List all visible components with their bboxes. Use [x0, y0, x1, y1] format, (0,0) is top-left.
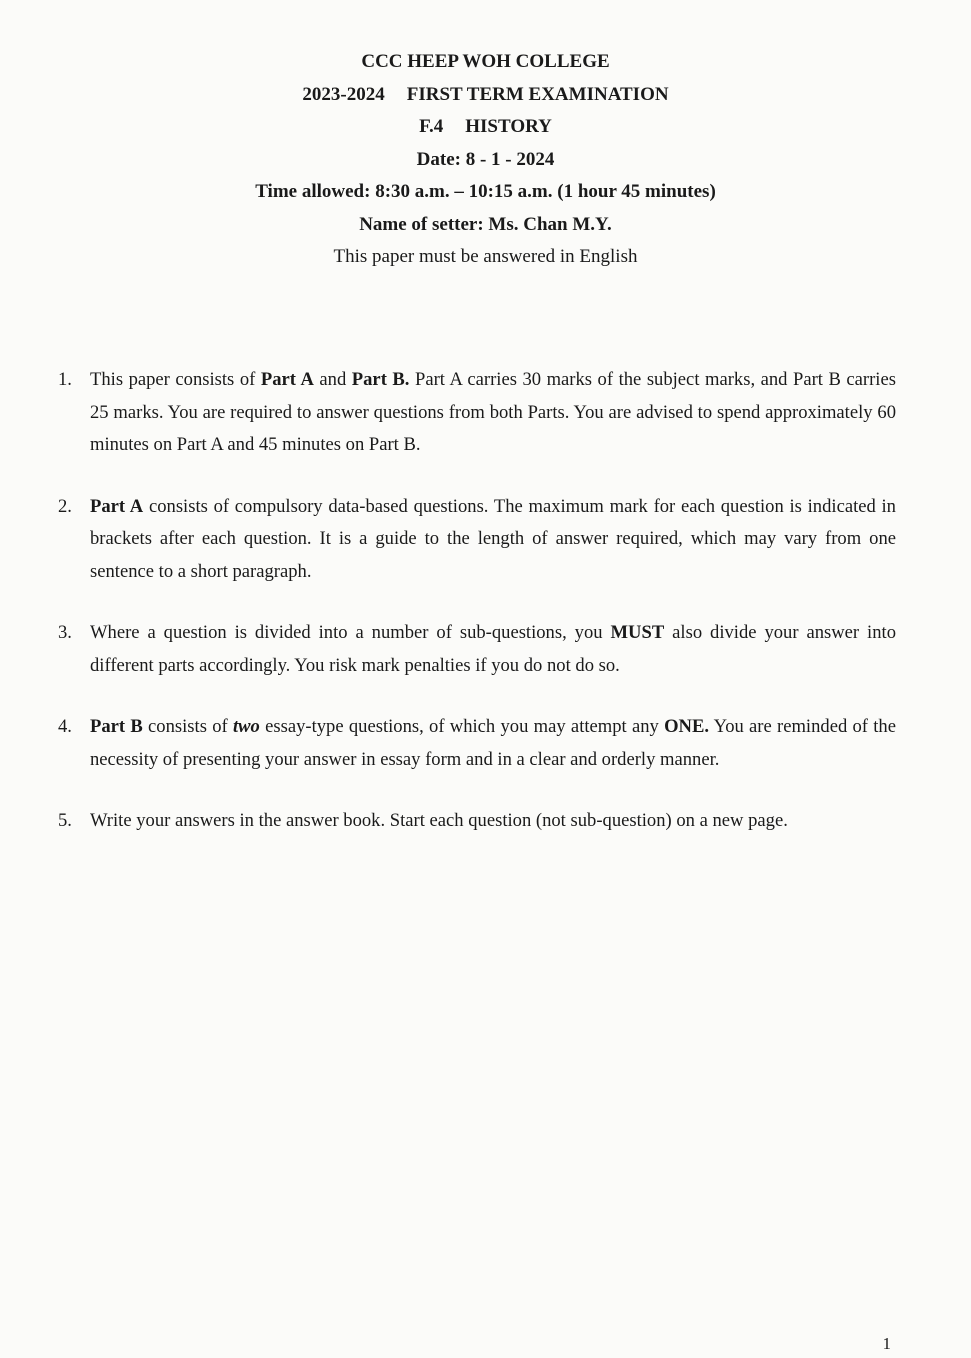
instruction-item: 5. Write your answers in the answer book. Start each question (not sub-question) on a new page.: [58, 805, 896, 838]
instruction-item: 4. Part B consists of two essay-type questions, of which you may attempt any ONE. You are reminded of the necessity of presenting your answer in essay form and in a clear and orderly manner.: [58, 711, 896, 776]
instruction-list: [58, 364, 896, 838]
instruction-number: 3.: [58, 622, 72, 643]
academic-year: 2023-2024: [302, 83, 385, 105]
exam-name: FIRST TERM EXAMINATION: [406, 83, 669, 105]
instruction-item: 2. Part A consists of compulsory data-based questions. The maximum mark for each question is indicated in brackets after each question. It is a guide to the length of answer required, which may vary from one sentence to a short paragraph.: [58, 491, 896, 589]
time-allowed: Time allowed: 8:30 a.m. – 10:15 a.m. (1 hour 45 minutes): [255, 181, 716, 202]
exam-title-line: [0, 79, 971, 112]
instruction-item: 1. This paper consists of Part A and Part B. Part A carries 30 marks of the subject marks, and Part B carries 25 marks. You are required to answer questions from both Parts. You are advised to spend approximately 60 minutes on Part A and 45 minutes on Part B.: [58, 364, 896, 462]
school-name: CCC HEEP WOH COLLEGE: [361, 51, 610, 72]
exam-date: Date: 8 - 1 - 2024: [416, 148, 555, 170]
page-number: 1: [882, 1334, 891, 1353]
instruction-number: 4.: [58, 716, 72, 737]
instruction-number: 5.: [58, 810, 72, 831]
exam-header: [0, 46, 971, 274]
form-level: F.4: [419, 116, 444, 137]
setter-name: Name of setter: Ms. Chan M.Y.: [359, 213, 612, 235]
instruction-number: 2.: [58, 495, 72, 517]
instruction-number: 1.: [58, 369, 72, 390]
instruction-item: 3. Where a question is divided into a number of sub-questions, you MUST also divide your answer into different parts accordingly. You risk mark penalties if you do not do so.: [58, 617, 896, 682]
language-note: This paper must be answered in English: [333, 246, 638, 267]
form-subject-line: [0, 111, 971, 144]
subject-name: HISTORY: [465, 116, 552, 137]
